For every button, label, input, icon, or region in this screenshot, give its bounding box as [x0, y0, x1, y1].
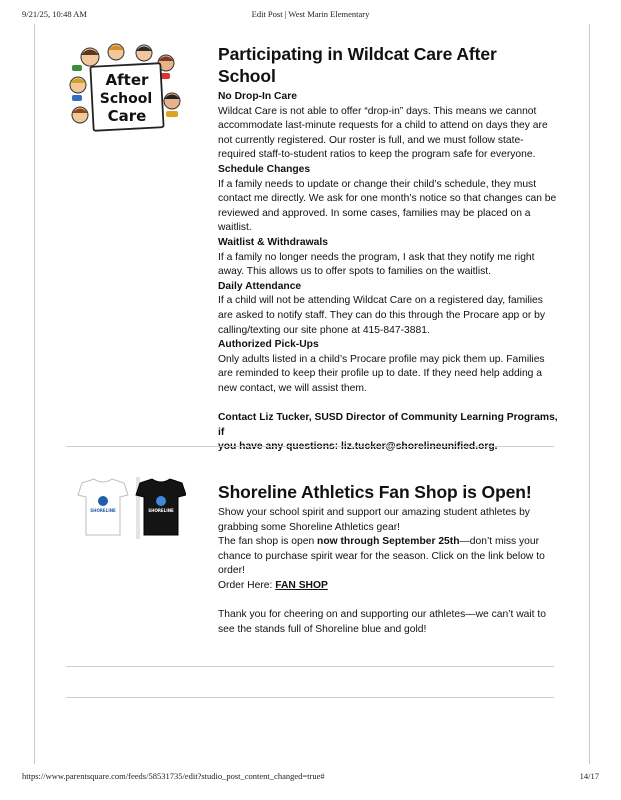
body-line: not currently registered. Our roster is full, and we must follow state-	[218, 134, 524, 146]
contact-line: Contact Liz Tucker, SUSD Director of Community Learning Programs, if	[218, 412, 558, 438]
print-datetime: 9/21/25, 10:48 AM	[22, 9, 87, 19]
body-line: new contact, we will assist them.	[218, 382, 367, 394]
body-line: are asked to notify staff. They can do this through the Procare app or by	[218, 309, 546, 321]
body-line: order!	[218, 565, 245, 577]
spacer	[218, 396, 558, 411]
body-line: Only adults listed in a child’s Procare profile may pick them up. Families	[218, 353, 545, 365]
wildcat-care-post	[218, 43, 558, 455]
body-line: If a family needs to update or change their child’s schedule, they must	[218, 178, 537, 190]
open-prefix: The fan shop is open	[218, 536, 318, 548]
open-dates: now through September 25th	[317, 536, 460, 548]
order-label: Order Here:	[218, 579, 276, 591]
wildcat-care-title: Participating in Wildcat Care After School	[218, 44, 497, 86]
body-line: accommodate last-minute requests for a child to attend on days they are	[218, 120, 548, 132]
shirt-logo-icon	[156, 496, 166, 506]
post-divider	[66, 697, 554, 698]
body-line	[218, 535, 558, 550]
page-frame-left	[34, 24, 35, 764]
body-line: If a child will not be attending Wildcat Care on a registered day, families	[218, 295, 543, 307]
body-line: waitlist.	[218, 222, 252, 234]
clipart-text-school: School	[99, 91, 153, 107]
body-line: are reminded to keep their profile up to date. If they need help adding a	[218, 368, 543, 380]
open-suffix: —don’t miss your	[459, 536, 540, 548]
fan-shop-title: Shoreline Athletics Fan Shop is Open!	[218, 482, 532, 502]
body-line: Show your school spirit and support our amazing student athletes by	[218, 507, 530, 518]
body-line: see the stands full of Shoreline blue and gold!	[218, 623, 427, 635]
print-header	[0, 9, 621, 21]
print-page-title: Edit Post | West Marin Elementary	[251, 9, 370, 19]
print-page-number: 14/17	[579, 771, 599, 781]
section-heading-no-drop-in: No Drop-In Care	[218, 91, 297, 102]
shirt-logo-text: SHORELINE	[148, 508, 174, 513]
print-url: https://www.parentsquare.com/feeds/58531735/edit?studio_post_content_changed=true#	[22, 771, 325, 781]
order-line	[218, 579, 558, 594]
post-divider	[66, 446, 554, 447]
fan-shop-link[interactable]: FAN SHOP	[275, 579, 328, 591]
body-line: reviewed and approved. In some cases, families may be placed on a	[218, 207, 531, 219]
section-heading-waitlist: Waitlist & Withdrawals	[218, 236, 328, 248]
body-line: chance to purchase spirit wear for the season. Click on the link below to	[218, 550, 545, 562]
body-line: required staff-to-student ratios to keep the program safe for everyone.	[218, 149, 536, 161]
body-line: contact me directly. We ask for one month’s notice so that changes can be	[218, 193, 557, 205]
spacer	[218, 594, 558, 609]
section-heading-authorized-pickups: Authorized Pick-Ups	[218, 339, 319, 351]
fan-shop-post	[218, 481, 558, 637]
clipart-text-after: After	[105, 71, 149, 89]
section-heading-schedule-changes: Schedule Changes	[218, 163, 311, 175]
page-frame-right	[589, 24, 590, 764]
body-line: grabbing some Shoreline Athletics gear!	[218, 521, 401, 533]
body-line: If a family no longer needs the program, I ask that they notify me right	[218, 251, 535, 263]
section-heading-daily-attendance: Daily Attendance	[218, 280, 302, 292]
body-line: Thank you for cheering on and supporting our athletes—we can’t wait to	[218, 609, 546, 621]
body-line: away. This allows us to offer spots to families on the waitlist.	[218, 266, 491, 278]
fan-shop-shirts-image	[76, 477, 186, 539]
after-school-care-clipart	[66, 43, 184, 135]
body-line: calling/texting our site phone at 415-847-3881.	[218, 324, 430, 336]
contact-line	[218, 440, 558, 455]
shirt-logo-text: SHORELINE	[90, 508, 116, 513]
clipart-text-care: Care	[107, 107, 147, 125]
body-line: Wildcat Care is not able to offer “drop-in” days. This means we cannot	[218, 105, 537, 117]
shirt-logo-icon	[98, 496, 108, 506]
post-divider	[66, 666, 554, 667]
